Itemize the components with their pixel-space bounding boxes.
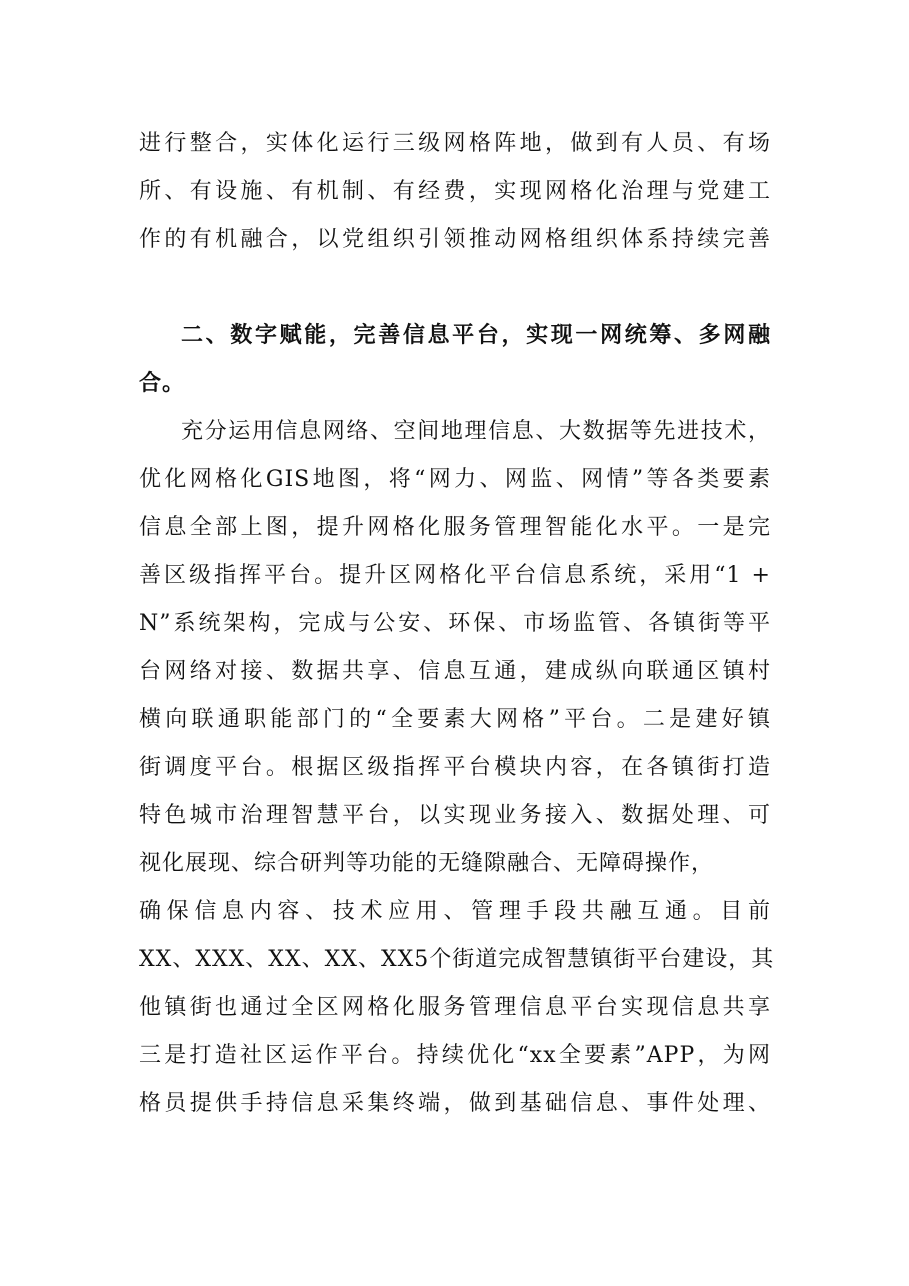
text-line: 横向联通职能部门的“全要素大网格”平台。二是建好镇 <box>139 707 771 732</box>
text-line: 优化网格化GIS地图，将“网力、网监、网情”等各类要素 <box>139 467 771 492</box>
text-line: 充分运用信息网络、空间地理信息、大数据等先进技术， <box>181 419 771 444</box>
text-line: 善区级指挥平台。提升区网格化平台信息系统，采用“1 + <box>139 563 771 588</box>
text-line: 信息全部上图，提升网格化服务管理智能化水平。一是完 <box>139 515 771 540</box>
text-line: 确保信息内容、技术应用、管理手段共融互通。目前 <box>139 899 771 924</box>
text-line: 视化展现、综合研判等功能的无缝隙融合、无障碍操作， <box>139 851 715 876</box>
text-line: 他镇街也通过全区网格化服务管理信息平台实现信息共享 <box>139 995 771 1020</box>
heading-line: 合。 <box>139 371 186 396</box>
text-line: 台网络对接、数据共享、信息互通，建成纵向联通区镇村 <box>139 659 771 684</box>
text-line: 进行整合，实体化运行三级网格阵地，做到有人员、有场 <box>139 131 771 156</box>
text-line: 作的有机融合，以党组织引领推动网格组织体系持续完善 <box>139 227 771 252</box>
text-line: 格员提供手持信息采集终端，做到基础信息、事件处理、 <box>139 1091 771 1116</box>
paragraph-main <box>139 408 775 1128</box>
text-line: 三是打造社区运作平台。持续优化“xx全要素”APP，为网 <box>139 1043 771 1068</box>
paragraph-top <box>139 120 771 264</box>
text-line: 所、有设施、有机制、有经费，实现网格化治理与党建工 <box>139 179 771 204</box>
document-body <box>139 120 775 1128</box>
text-line: N”系统架构，完成与公安、环保、市场监管、各镇街等平 <box>139 611 771 636</box>
text-line: XX、XXX、XX、XX、XX5个街道完成智慧镇街平台建设，其 <box>139 947 775 972</box>
heading-line: 二、数字赋能，完善信息平台，实现一网统筹、多网融 <box>181 323 771 348</box>
paragraph-spacer <box>139 264 771 312</box>
text-line: 特色城市治理智慧平台，以实现业务接入、数据处理、可 <box>139 803 771 828</box>
text-line: 街调度平台。根据区级指挥平台模块内容，在各镇街打造 <box>139 755 771 780</box>
section-heading <box>139 312 771 408</box>
